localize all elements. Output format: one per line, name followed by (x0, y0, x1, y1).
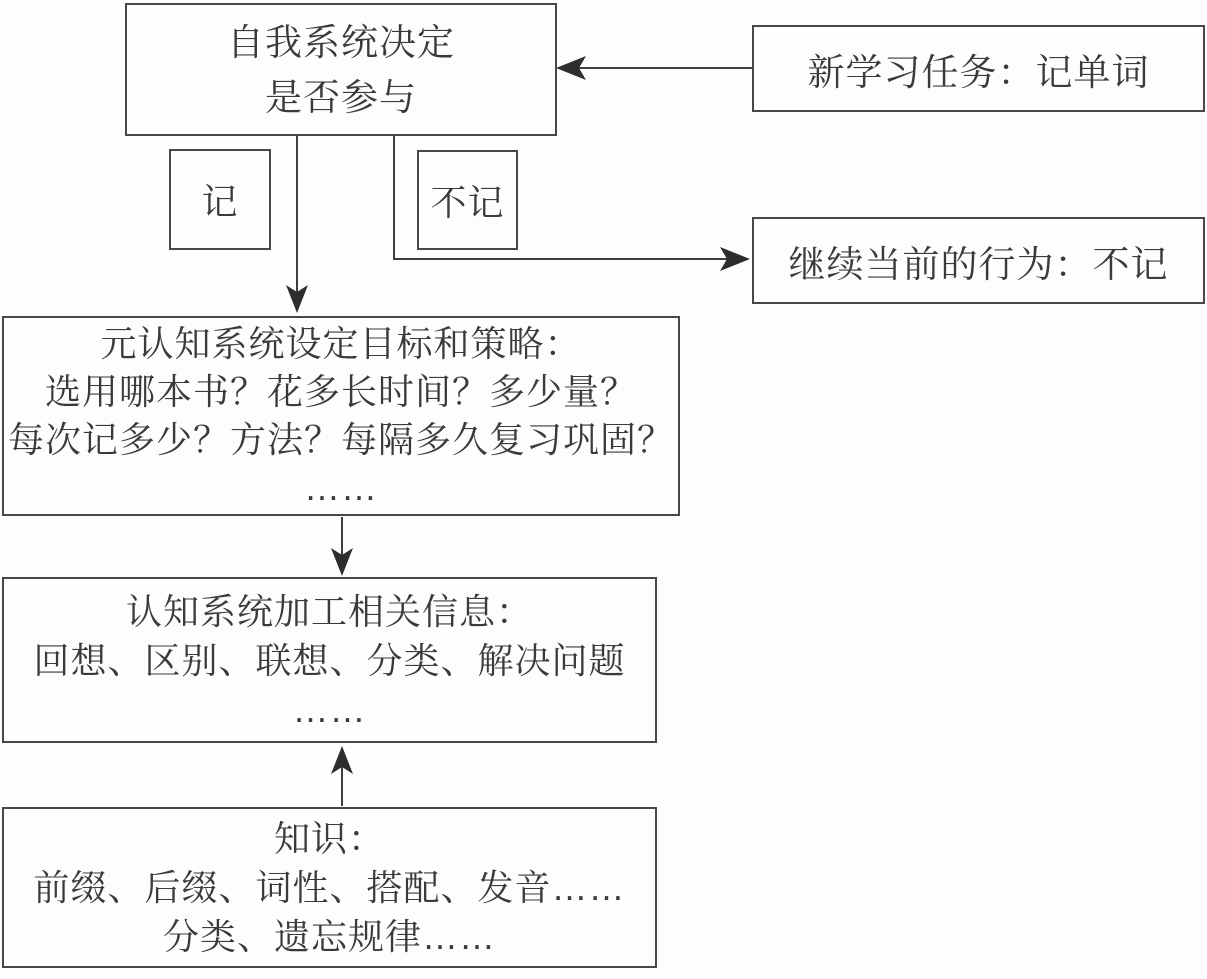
node-branch-not-remember-label: 不记 (430, 181, 505, 223)
node-metacognitive-system (2, 316, 680, 516)
node-branch-remember-label: 记 (201, 181, 239, 222)
arrow-knowledge-to-cognitive (331, 746, 353, 806)
arrow-selfsystem-to-metacognitive (286, 136, 308, 313)
node-cognitive-line1: 认知系统加工相关信息： (125, 590, 533, 632)
node-knowledge-line1: 知识： (273, 818, 385, 859)
node-cognitive-line2: 回想、区别、联想、分类、解决问题 (33, 639, 626, 681)
node-cognitive-ellipsis: …… (292, 688, 367, 730)
node-metacognitive-line3: 每次记多少？方法？每隔多久复习巩固？ (7, 419, 674, 460)
node-branch-remember (169, 149, 271, 250)
node-self-system-line1: 自我系统决定 (227, 21, 455, 63)
node-metacognitive-ellipsis: …… (304, 467, 378, 508)
node-self-system-line2: 是否参与 (265, 76, 417, 118)
node-continue-behavior (752, 217, 1205, 304)
node-knowledge-ellipsis: 分类、遗忘规律…… (162, 916, 496, 957)
node-knowledge-line2: 前缀、后缀、词性、搭配、发音…… (33, 867, 626, 908)
node-branch-not-remember (417, 150, 518, 250)
node-knowledge (2, 807, 657, 968)
arrow-newtask-to-selfsystem (556, 56, 752, 80)
node-cognitive-system (2, 577, 657, 743)
node-continue-behavior-label: 继续当前的行为：不记 (788, 243, 1169, 285)
node-self-system (125, 3, 557, 136)
node-new-task-label: 新学习任务：记单词 (807, 51, 1150, 93)
node-metacognitive-line2: 选用哪本书？花多长时间？多少量？ (44, 371, 637, 412)
node-new-task (752, 25, 1205, 112)
node-metacognitive-line1: 元认知系统设定目标和策略： (100, 323, 582, 364)
arrow-metacognitive-to-cognitive (331, 517, 353, 576)
